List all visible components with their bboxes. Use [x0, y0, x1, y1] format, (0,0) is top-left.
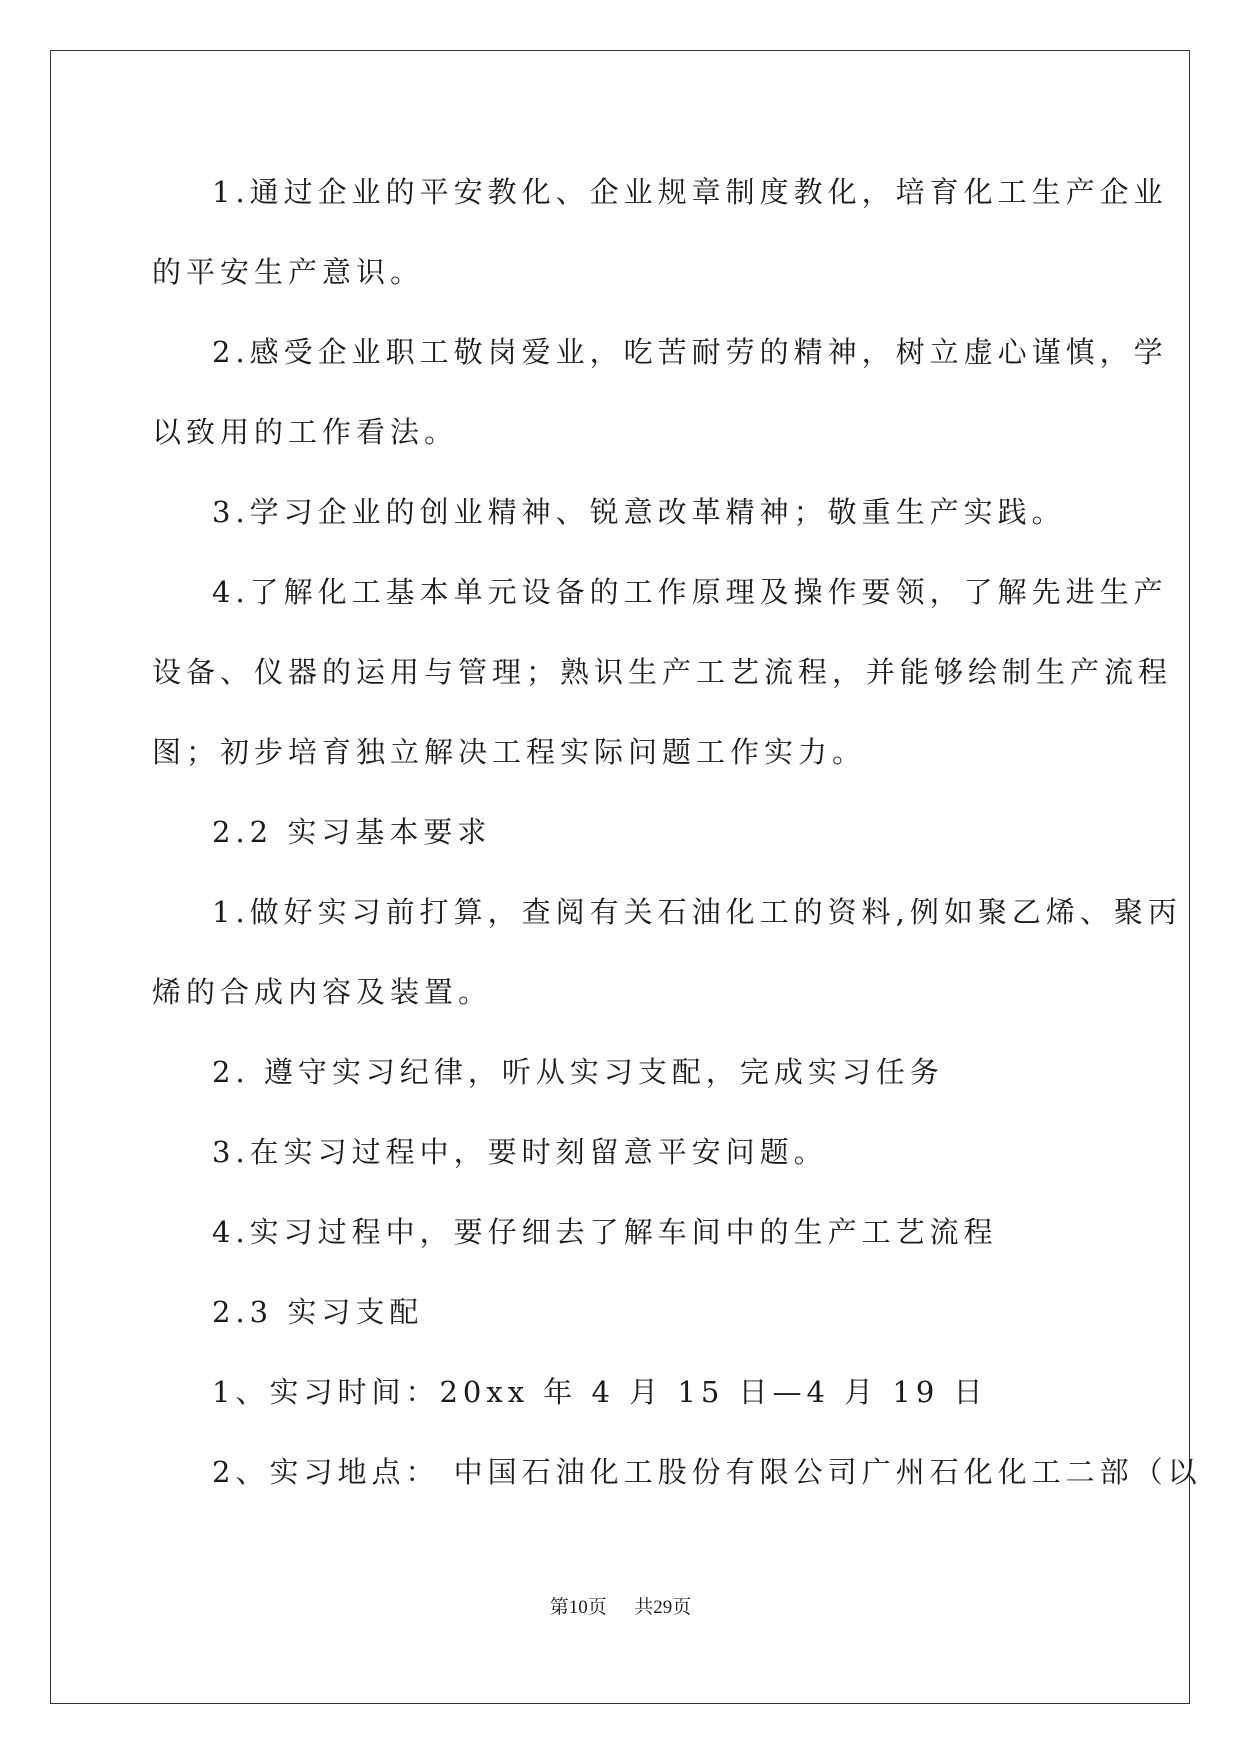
paragraph-line: 1.通过企业的平安教化、企业规章制度教化，培育化工生产企业	[212, 175, 1168, 209]
paragraph-line: 2.感受企业职工敬岗爱业，吃苦耐劳的精神，树立虚心谨慎，学	[212, 335, 1168, 369]
paragraph-line: 4.实习过程中，要仔细去了解车间中的生产工艺流程	[212, 1215, 998, 1249]
page-total: 共29页	[634, 1597, 692, 1618]
paragraph-line: 图；初步培育独立解决工程实际问题工作实力。	[152, 735, 867, 769]
page-footer	[0, 1592, 1241, 1619]
paragraph-line: 以致用的工作看法。	[152, 415, 459, 449]
paragraph-line: 3.学习企业的创业精神、锐意改革精神；敬重生产实践。	[212, 495, 1066, 529]
paragraph-line: 1.做好实习前打算，查阅有关石油化工的资料,例如聚乙烯、聚丙	[212, 895, 1182, 929]
page-number: 第10页	[549, 1597, 607, 1618]
paragraph-line: 设备、仪器的运用与管理；熟识生产工艺流程，并能够绘制生产流程	[152, 655, 1173, 689]
paragraph-line: 2、实习地点： 中国石油化工股份有限公司广州石化化工二部（以	[212, 1455, 1202, 1489]
section-heading: 2.3 实习支配	[212, 1295, 424, 1329]
paragraph-line: 1、实习时间：20xx 年 4 月 15 日—4 月 19 日	[212, 1375, 988, 1409]
paragraph-line: 的平安生产意识。	[152, 255, 425, 289]
paragraph-line: 4.了解化工基本单元设备的工作原理及操作要领，了解先进生产	[212, 575, 1168, 609]
section-heading: 2.2 实习基本要求	[212, 815, 492, 849]
paragraph-line: 3.在实习过程中，要时刻留意平安问题。	[212, 1135, 828, 1169]
paragraph-line: 2. 遵守实习纪律，听从实习支配，完成实习任务	[212, 1055, 944, 1089]
paragraph-line: 烯的合成内容及装置。	[152, 975, 493, 1009]
